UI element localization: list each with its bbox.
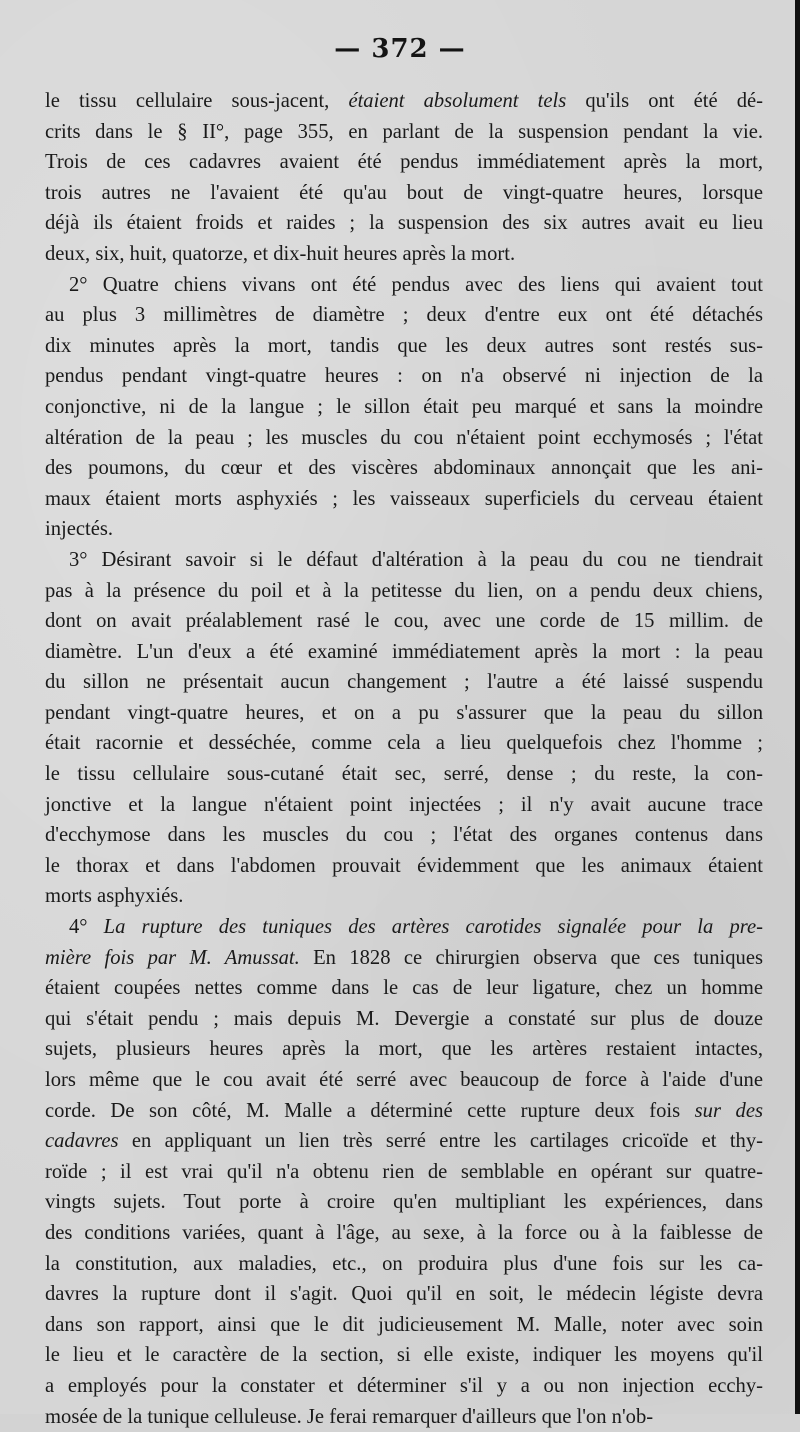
text-segment: pendus pendant vingt-quatre heures : on n'a observé ni injection de la [45,365,763,388]
text-segment: 4° [69,916,104,939]
text-line [45,912,763,943]
text-line [45,606,763,637]
text-segment: des conditions variées, quant à l'âge, au sexe, à la force ou à la faiblesse de [45,1221,763,1244]
text-segment: dont on avait préalablement rasé le cou, avec une corde de 15 millim. de [45,610,763,633]
text-line [45,117,763,148]
text-segment: pas à la présence du poil et à la petitesse du lien, on a pendu deux chiens, [45,579,763,602]
text-line [45,1065,763,1096]
text-line [45,545,763,576]
text-line [45,453,763,484]
italic-text-segment: mière fois par M. Amussat. [45,946,300,969]
text-line [45,881,763,912]
italic-text-segment: La rupture des tuniques des artères carotides signalée pour la pre- [103,916,763,939]
text-segment: la constitution, aux maladies, etc., on produira plus d'une fois sur les ca- [45,1252,763,1275]
text-line [45,270,763,301]
text-line [45,208,763,239]
text-line [45,1034,763,1065]
text-segment: crits dans le § II°, page 355, en parlant de la suspension pendant la vie. [45,120,763,143]
text-line [45,1402,763,1432]
text-segment: étaient coupées nettes comme dans le cas de leur ligature, chez un homme [45,977,763,1000]
text-segment: morts asphyxiés. [45,885,184,908]
text-segment: Trois de ces cadavres avaient été pendus immédiatement après la mort, [45,151,763,174]
text-segment: 3° Désirant savoir si le défaut d'altération à la peau du cou ne tiendrait [69,548,763,571]
text-segment: jonctive et la langue n'étaient point injectées ; il n'y avait aucune trace [45,793,763,816]
text-line [45,514,763,545]
text-segment: diamètre. L'un d'eux a été examiné immédiatement après la mort : la peau [45,640,763,663]
text-segment: mosée de la tunique celluleuse. Je ferai remarquer d'ailleurs que l'on n'ob- [45,1405,654,1428]
text-segment: le tissu cellulaire sous-jacent, [45,90,349,112]
text-segment: le lieu et le caractère de la section, si elle existe, indiquer les moyens qu'il [45,1344,763,1367]
text-segment: conjonctive, ni de la langue ; le sillon était peu marqué et sans la moindre [45,395,763,418]
text-line [45,1187,763,1218]
text-line [45,147,763,178]
text-line [45,576,763,607]
text-segment: dans son rapport, ainsi que le dit judicieusement M. Malle, noter avec soin [45,1313,763,1336]
text-line [45,86,763,117]
text-segment: qui s'était pendu ; mais depuis M. Devergie a constaté sur plus de douze [45,1007,763,1030]
page-number: — 372 — [334,34,466,64]
text-line [45,851,763,882]
text-segment: vingts sujets. Tout porte à croire qu'en multipliant les expériences, dans [45,1191,763,1214]
text-segment: roïde ; il est vrai qu'il n'a obtenu rien de semblable en opérant sur quatre- [45,1160,763,1183]
text-segment: injectés. [45,518,114,541]
text-segment: sujets, plusieurs heures après la mort, que les artères restaient intactes, [45,1038,763,1061]
text-line [45,1218,763,1249]
text-segment: en appliquant un lien très serré entre les cartilages cricoïde et thy- [118,1130,763,1153]
text-segment: qu'ils ont été dé- [566,90,764,112]
text-line [45,331,763,362]
text-segment: pendant vingt-quatre heures, et on a pu s'assurer que la peau du sillon [45,701,763,724]
text-line [45,698,763,729]
text-segment: En 1828 ce chirurgien observa que ces tuniques [299,946,763,969]
text-line [45,1157,763,1188]
italic-text-segment: étaient absolument tels [348,90,567,112]
text-line [45,239,763,270]
text-segment: lors même que le cou avait été serré avec beaucoup de force à l'aide d'une [45,1069,763,1091]
text-line [45,1310,763,1341]
text-segment: 2° Quatre chiens vivans ont été pendus avec des liens qui avaient tout [69,273,763,296]
text-line [45,484,763,515]
text-line [45,943,763,974]
text-segment: a employés pour la constater et déterminer s'il y a ou non injection ecchy- [45,1374,763,1397]
text-line [45,1126,763,1157]
text-line [45,820,763,851]
text-line [45,973,763,1004]
text-line [45,1279,763,1310]
text-segment: au plus 3 millimètres de diamètre ; deux d'entre eux ont été détachés [45,304,763,327]
text-line [45,300,763,331]
text-line [45,1249,763,1280]
text-line [45,178,763,209]
text-segment: davres la rupture dont il s'agit. Quoi qu'il en soit, le médecin légiste devra [45,1283,763,1306]
text-line [45,728,763,759]
text-line [45,1004,763,1035]
text-line [45,667,763,698]
text-line [45,759,763,790]
text-segment: le tissu cellulaire sous-cutané était sec, serré, dense ; du reste, la con- [45,763,763,786]
page-edge-shadow [795,0,800,1414]
text-segment: d'ecchymose dans les muscles du cou ; l'état des organes contenus dans [45,824,763,847]
text-line [45,1096,763,1127]
text-line [45,361,763,392]
italic-text-segment: cadavres [45,1130,119,1153]
text-segment: du sillon ne présentait aucun changement ; l'autre a été laissé suspendu [45,671,763,694]
body-text [45,86,763,1432]
text-line [45,1371,763,1402]
text-segment: altération de la peau ; les muscles du cou n'étaient point ecchymosés ; l'état [45,426,763,449]
text-segment: trois autres ne l'avaient été qu'au bout de vingt-quatre heures, lorsque [45,181,763,204]
text-segment: déjà ils étaient froids et raides ; la suspension des six autres avait eu lieu [45,212,763,235]
text-line [45,392,763,423]
text-segment: le thorax et dans l'abdomen prouvait évidemment que les animaux étaient [45,854,763,877]
text-line [45,423,763,454]
text-segment: des poumons, du cœur et des viscères abdominaux annonçait que les ani- [45,457,763,480]
text-line [45,790,763,821]
text-segment: corde. De son côté, M. Malle a déterminé cette rupture deux fois [45,1099,695,1122]
italic-text-segment: sur des [694,1099,763,1122]
text-line [45,1340,763,1371]
text-segment: maux étaient morts asphyxiés ; les vaisseaux superficiels du cerveau étaient [45,487,763,510]
text-segment: était racornie et desséchée, comme cela a lieu quelquefois chez l'homme ; [45,732,763,755]
text-segment: dix minutes après la mort, tandis que les deux autres sont restés sus- [45,334,763,357]
text-segment: deux, six, huit, quatorze, et dix-huit heures après la mort. [45,242,516,265]
text-line [45,637,763,668]
